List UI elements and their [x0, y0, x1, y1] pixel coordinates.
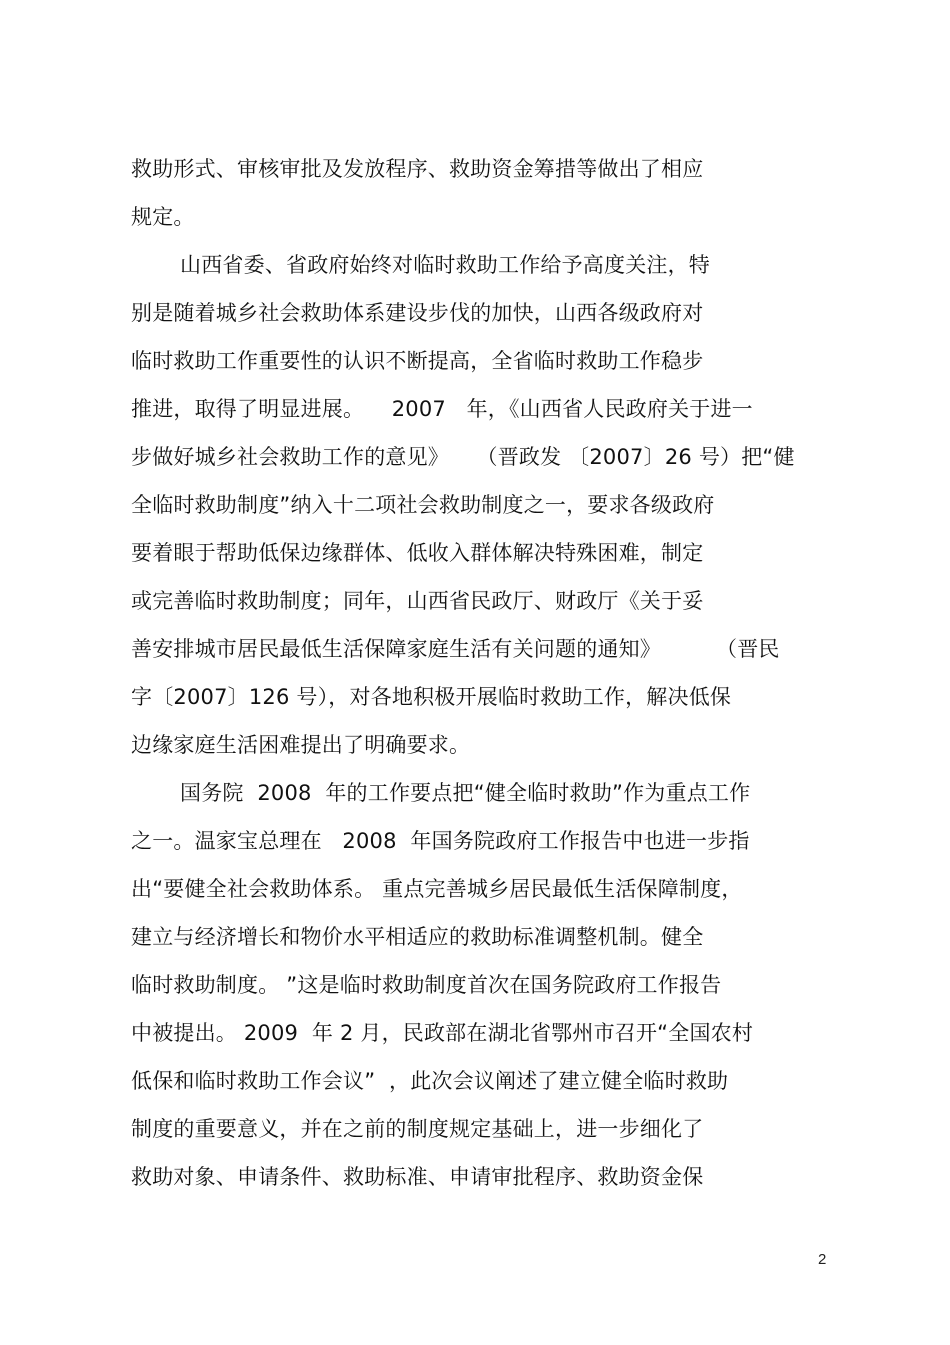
text-line: 制度的重要意义，并在之前的制度规定基础上，进一步细化了 [131, 1117, 704, 1141]
text-line: 善安排城市居民最低生活保障家庭生活有关问题的通知》 （晋民 [131, 637, 780, 661]
text-line: 建立与经济增长和物价水平相适应的救助标准调整机制。健全 [131, 925, 704, 949]
text-line: 临时救助工作重要性的认识不断提高，全省临时救助工作稳步 [131, 349, 704, 373]
text-line: 规定。 [131, 205, 195, 229]
page-number: 2 [818, 1251, 827, 1268]
text-line: 低保和临时救助工作会议” ，此次会议阐述了建立健全临时救助 [131, 1069, 729, 1093]
text-line: 字〔2007〕126 号），对各地积极开展临时救助工作，解决低保 [131, 685, 732, 709]
text-line: 之一。温家宝总理在 2008 年国务院政府工作报告中也进一步指 [131, 829, 750, 853]
text-line: 步做好城乡社会救助工作的意见》 （晋政发 〔2007〕26 号）把“健 [131, 445, 795, 469]
text-line: 要着眼于帮助低保边缘群体、低收入群体解决特殊困难，制定 [131, 541, 704, 565]
text-line: 推进，取得了明显进展。 2007 年，《山西省人民政府关于进一 [131, 397, 753, 421]
text-line: 临时救助制度。 ”这是临时救助制度首次在国务院政府工作报告 [131, 973, 722, 997]
text-line: 中被提出。 2009 年 2 月，民政部在湖北省鄂州市召开“全国农村 [131, 1021, 754, 1045]
text-line: 救助对象、申请条件、救助标准、申请审批程序、救助资金保 [131, 1165, 704, 1189]
text-line: 山西省委、省政府始终对临时救助工作给予高度关注，特 [180, 253, 710, 277]
text-line: 出“要健全社会救助体系。 重点完善城乡居民最低生活保障制度， [131, 877, 743, 901]
text-line: 国务院 2008 年的工作要点把“健全临时救助”作为重点工作 [180, 781, 751, 805]
text-line: 别是随着城乡社会救助体系建设步伐的加快，山西各级政府对 [131, 301, 704, 325]
text-line: 或完善临时救助制度；同年，山西省民政厅、财政厅《关于妥 [131, 589, 704, 613]
text-line: 全临时救助制度”纳入十二项社会救助制度之一，要求各级政府 [131, 493, 715, 517]
text-line: 边缘家庭生活困难提出了明确要求。 [131, 733, 471, 757]
text-line: 救助形式、审核审批及发放程序、救助资金筹措等做出了相应 [131, 157, 704, 181]
